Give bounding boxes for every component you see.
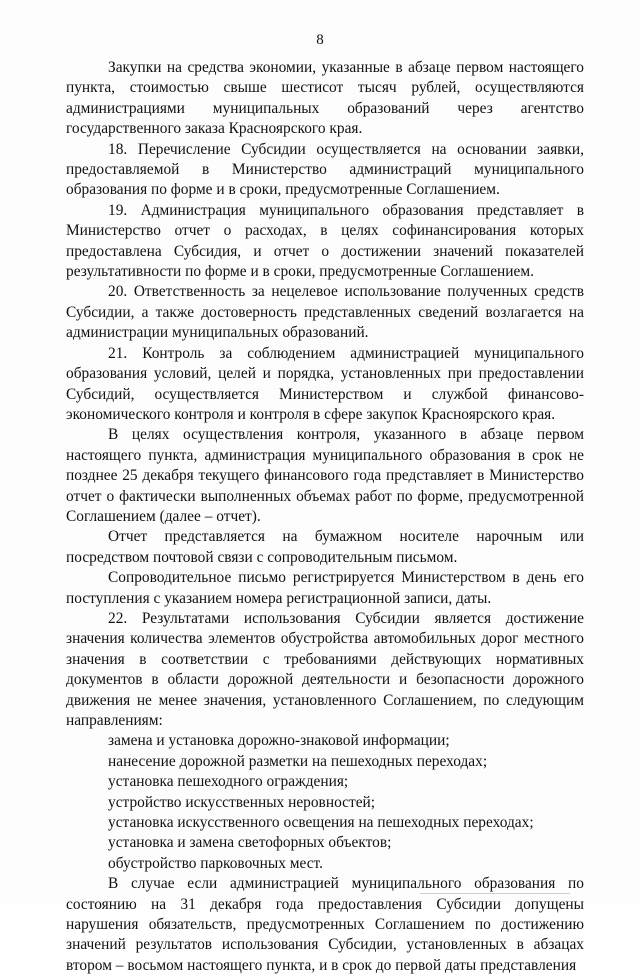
paragraph-22: 22. Результатами использования Субсидии является достижение значения количества элементов обустройства автомобильных дорог местного значения в соответствии с требованиями действующих нормативных документов в области дорожной деятельности и безопасности дорожного движения не менее значения, установленного Соглашением, по следующим направлениям: bbox=[66, 609, 584, 729]
document-body bbox=[66, 58, 584, 976]
paragraph-control-report: В целях осуществления контроля, указанного в абзаце первом настоящего пункта, администрация муниципального образования в срок не позднее 25 декабря текущего финансового года представляет в Министерство отчет о фактически выполненных объемах работ по форме, предусмотренной Соглашением (далее – отчет). bbox=[66, 426, 584, 525]
paragraph-procurement-savings: Закупки на средства экономии, указанные в абзаце первом настоящего пункта, стоимостью свыше шестисот тысяч рублей, осуществляются администрациями муниципальных образований через агентство государственного заказа Красноярского края. bbox=[66, 59, 584, 138]
paragraph-violation-case: В случае если администрацией муниципального образования по состоянию на 31 декабря года предоставления Субсидии допущены нарушения обязательств, предусмотренных Соглашением по достижению значений результатов использования Субсидии, установленных в абзацах втором – восьмом настоящего пункта, и в срок до первой даты представления bbox=[66, 875, 584, 974]
list-item: нанесение дорожной разметки на пешеходных переходах; bbox=[108, 752, 488, 770]
list-item: замена и установка дорожно-знаковой информации; bbox=[108, 732, 450, 750]
paragraph-18: 18. Перечисление Субсидии осуществляется на основании заявки, предоставляемой в Министерство администраций муниципального образования по форме и в сроки, предусмотренные Соглашением. bbox=[66, 140, 584, 199]
list-item: установка пешеходного ограждения; bbox=[108, 773, 349, 791]
footer-divider bbox=[420, 893, 570, 894]
paragraph-20: 20. Ответственность за нецелевое использование полученных средств Субсидии, а также достоверность представленных сведений возлагается на администрации муниципальных образований. bbox=[66, 283, 584, 342]
page-number: 8 bbox=[316, 32, 324, 48]
list-item: обустройство парковочных мест. bbox=[108, 854, 323, 872]
paragraph-21: 21. Контроль за соблюдением администрацией муниципального образования условий, целей и порядка, установленных при предоставлении Субсидий, осуществляется Министерством и службой финансово-экономического контроля и контроля в сфере закупок Красноярского края. bbox=[66, 344, 584, 423]
paragraph-cover-letter: Сопроводительное письмо регистрируется Министерством в день его поступления с указанием номера регистрационной записи, даты. bbox=[66, 569, 584, 607]
list-item: установка и замена светофорных объектов; bbox=[108, 834, 392, 852]
list-item: устройство искусственных неровностей; bbox=[108, 793, 376, 811]
list-item: установка искусственного освещения на пешеходных переходах; bbox=[108, 814, 534, 832]
paragraph-report-submission: Отчет представляется на бумажном носителе нарочным или посредством почтовой связи с сопроводительным письмом. bbox=[66, 528, 584, 566]
paragraph-19: 19. Администрация муниципального образования представляет в Министерство отчет о расходах, в целях софинансирования которых предоставлена Субсидия, и отчет о достижении значений показателей результативности по форме и в сроки, предусмотренные Соглашением. bbox=[66, 201, 584, 281]
